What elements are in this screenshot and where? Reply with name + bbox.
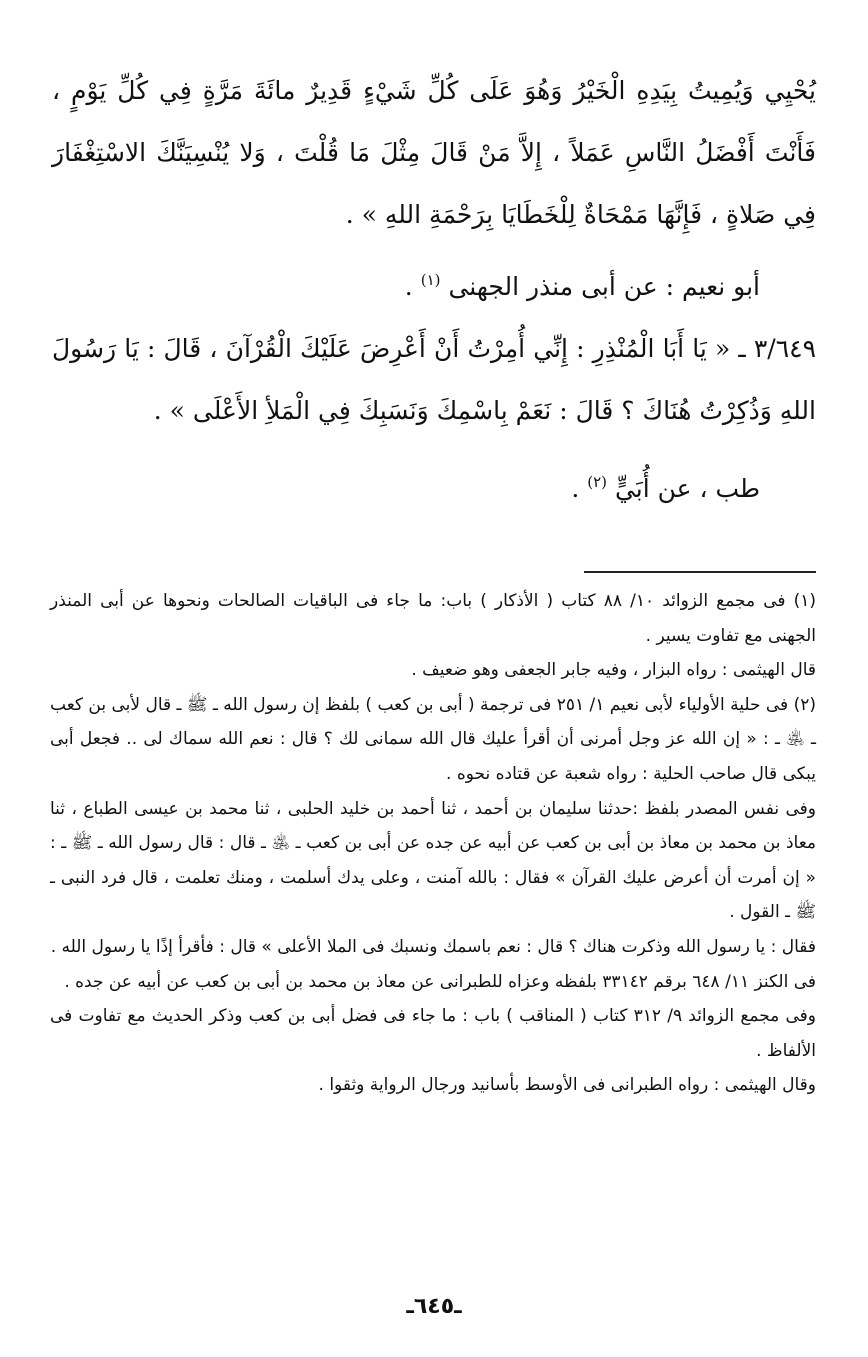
- footnote-2-kanz: فى الكنز ١١/ ٦٤٨ برقم ٣٣١٤٢ بلفظه وعزاه للطبرانى عن معاذ بن محمد بن أبى بن كعب عن أبيه عن جده .: [64, 971, 816, 992]
- main-text: [52, 60, 816, 520]
- source-citation-1-text: أبو نعيم : عن أبى منذر الجهنى: [448, 272, 760, 301]
- footnote-2: (٢) فى حلية الأولياء لأبى نعيم ١/ ٢٥١ فى ترجمة ( أبى بن كعب ) بلفظ إن رسول الله ـ ﷺ ـ قال لأبى بن كعب ـ ﵁ ـ : « إن الله عز وجل أمرنى أن أقرأ عليك قال الله سمانى لك ؟ قال : نعم الله سماك لى .. فجعل أبى يبكى قال صاحب الحلية : رواه شعبة عن قتاده نحوه .: [50, 694, 816, 784]
- hadith-649-paragraph: ٣/٦٤٩ ـ « يَا أَبَا الْمُنْذِرِ : إِنِّي أُمِرْتُ أَنْ أَعْرِضَ عَلَيْكَ الْقُرْآنَ ، قَالَ : يَا رَسُولَ اللهِ وَذُكِرْتُ هُنَاكَ ؟ قَالَ : نَعَمْ بِاسْمِكَ وَنَسَبِكَ فِي الْمَلأِ الأَعْلَى » .: [52, 334, 816, 425]
- source-citation-2-end: .: [571, 474, 580, 503]
- source-citation-1: [52, 256, 760, 318]
- footnotes-section: [50, 584, 816, 1103]
- source-citation-2-text: طب ، عن أُبَيٍّ: [614, 474, 760, 503]
- hadith-continuation-paragraph: يُحْيِي وَيُمِيتُ بِيَدِهِ الْخَيْرُ وَهُوَ عَلَى كُلِّ شَيْءٍ قَدِيرٌ مائَةَ مَرَّةٍ فِي كُلِّ يَوْمٍ ، فَأَنْتَ أَفْضَلُ النَّاسِ عَمَلاً ، إِلاَّ مَنْ قَالَ مِثْلَ مَا قُلْتَ ، وَلا يُنْسِيَنَّكَ الاسْتِغْفَارَ فِي صَلاةٍ ، فَإِنَّهَا مَمْحَاةٌ لِلْخَطَايَا بِرَحْمَةِ اللهِ » .: [52, 76, 816, 229]
- source-citation-2: [52, 458, 760, 520]
- footnote-1-note: قال الهيثمى : رواه البزار ، وفيه جابر الجعفى وهو ضعيف .: [411, 660, 816, 681]
- page-number: ـ٦٤٥ـ: [406, 1294, 462, 1319]
- footnote-2-continuation: فقال : يا رسول الله وذكرت هناك ؟ قال : نعم باسمك ونسبك فى الملا الأعلى » قال : فأقرأ إذًا يا رسول الله .: [50, 936, 816, 957]
- footnote-separator: [584, 571, 816, 573]
- footnote-2-haythami: وقال الهيثمى : رواه الطبرانى فى الأوسط بأسانيد ورجال الرواية وثقوا .: [318, 1075, 816, 1096]
- footnote-1: (١) فى مجمع الزوائد ١٠/ ٨٨ كتاب ( الأذكار ) باب: ما جاء فى الباقيات الصالحات ونحوها عن أبى المنذر الجهنى مع تفاوت يسير .: [50, 591, 817, 646]
- footnote-2-majma: وفى مجمع الزوائد ٩/ ٣١٢ كتاب ( المناقب ) باب : ما جاء فى فضل أبى بن كعب وذكر الحديث مع تفاوت فى الألفاظ .: [50, 1006, 816, 1061]
- footnote-ref-1: (١): [420, 271, 441, 289]
- source-citation-1-end: .: [404, 272, 413, 301]
- footnote-2-isnad: وفى نفس المصدر بلفظ :حدثنا سليمان بن أحمد ، ثنا أحمد بن خليد الحلبى ، ثنا محمد بن عيسى الطباع ، ثنا معاذ بن محمد بن معاذ بن أبى بن كعب عن أبيه عن جده عن أبى بن كعب ـ ﵁ ـ قال : قال رسول الله ـ ﷺ ـ : « إن أمرت أن أعرض عليك القرآن » فقال : بالله آمنت ، وعلى يدك أسلمت ، ومنك تعلمت ، قال فرد النبى ـ ﷺ ـ القول .: [50, 798, 816, 923]
- footnote-ref-2: (٢): [587, 473, 607, 491]
